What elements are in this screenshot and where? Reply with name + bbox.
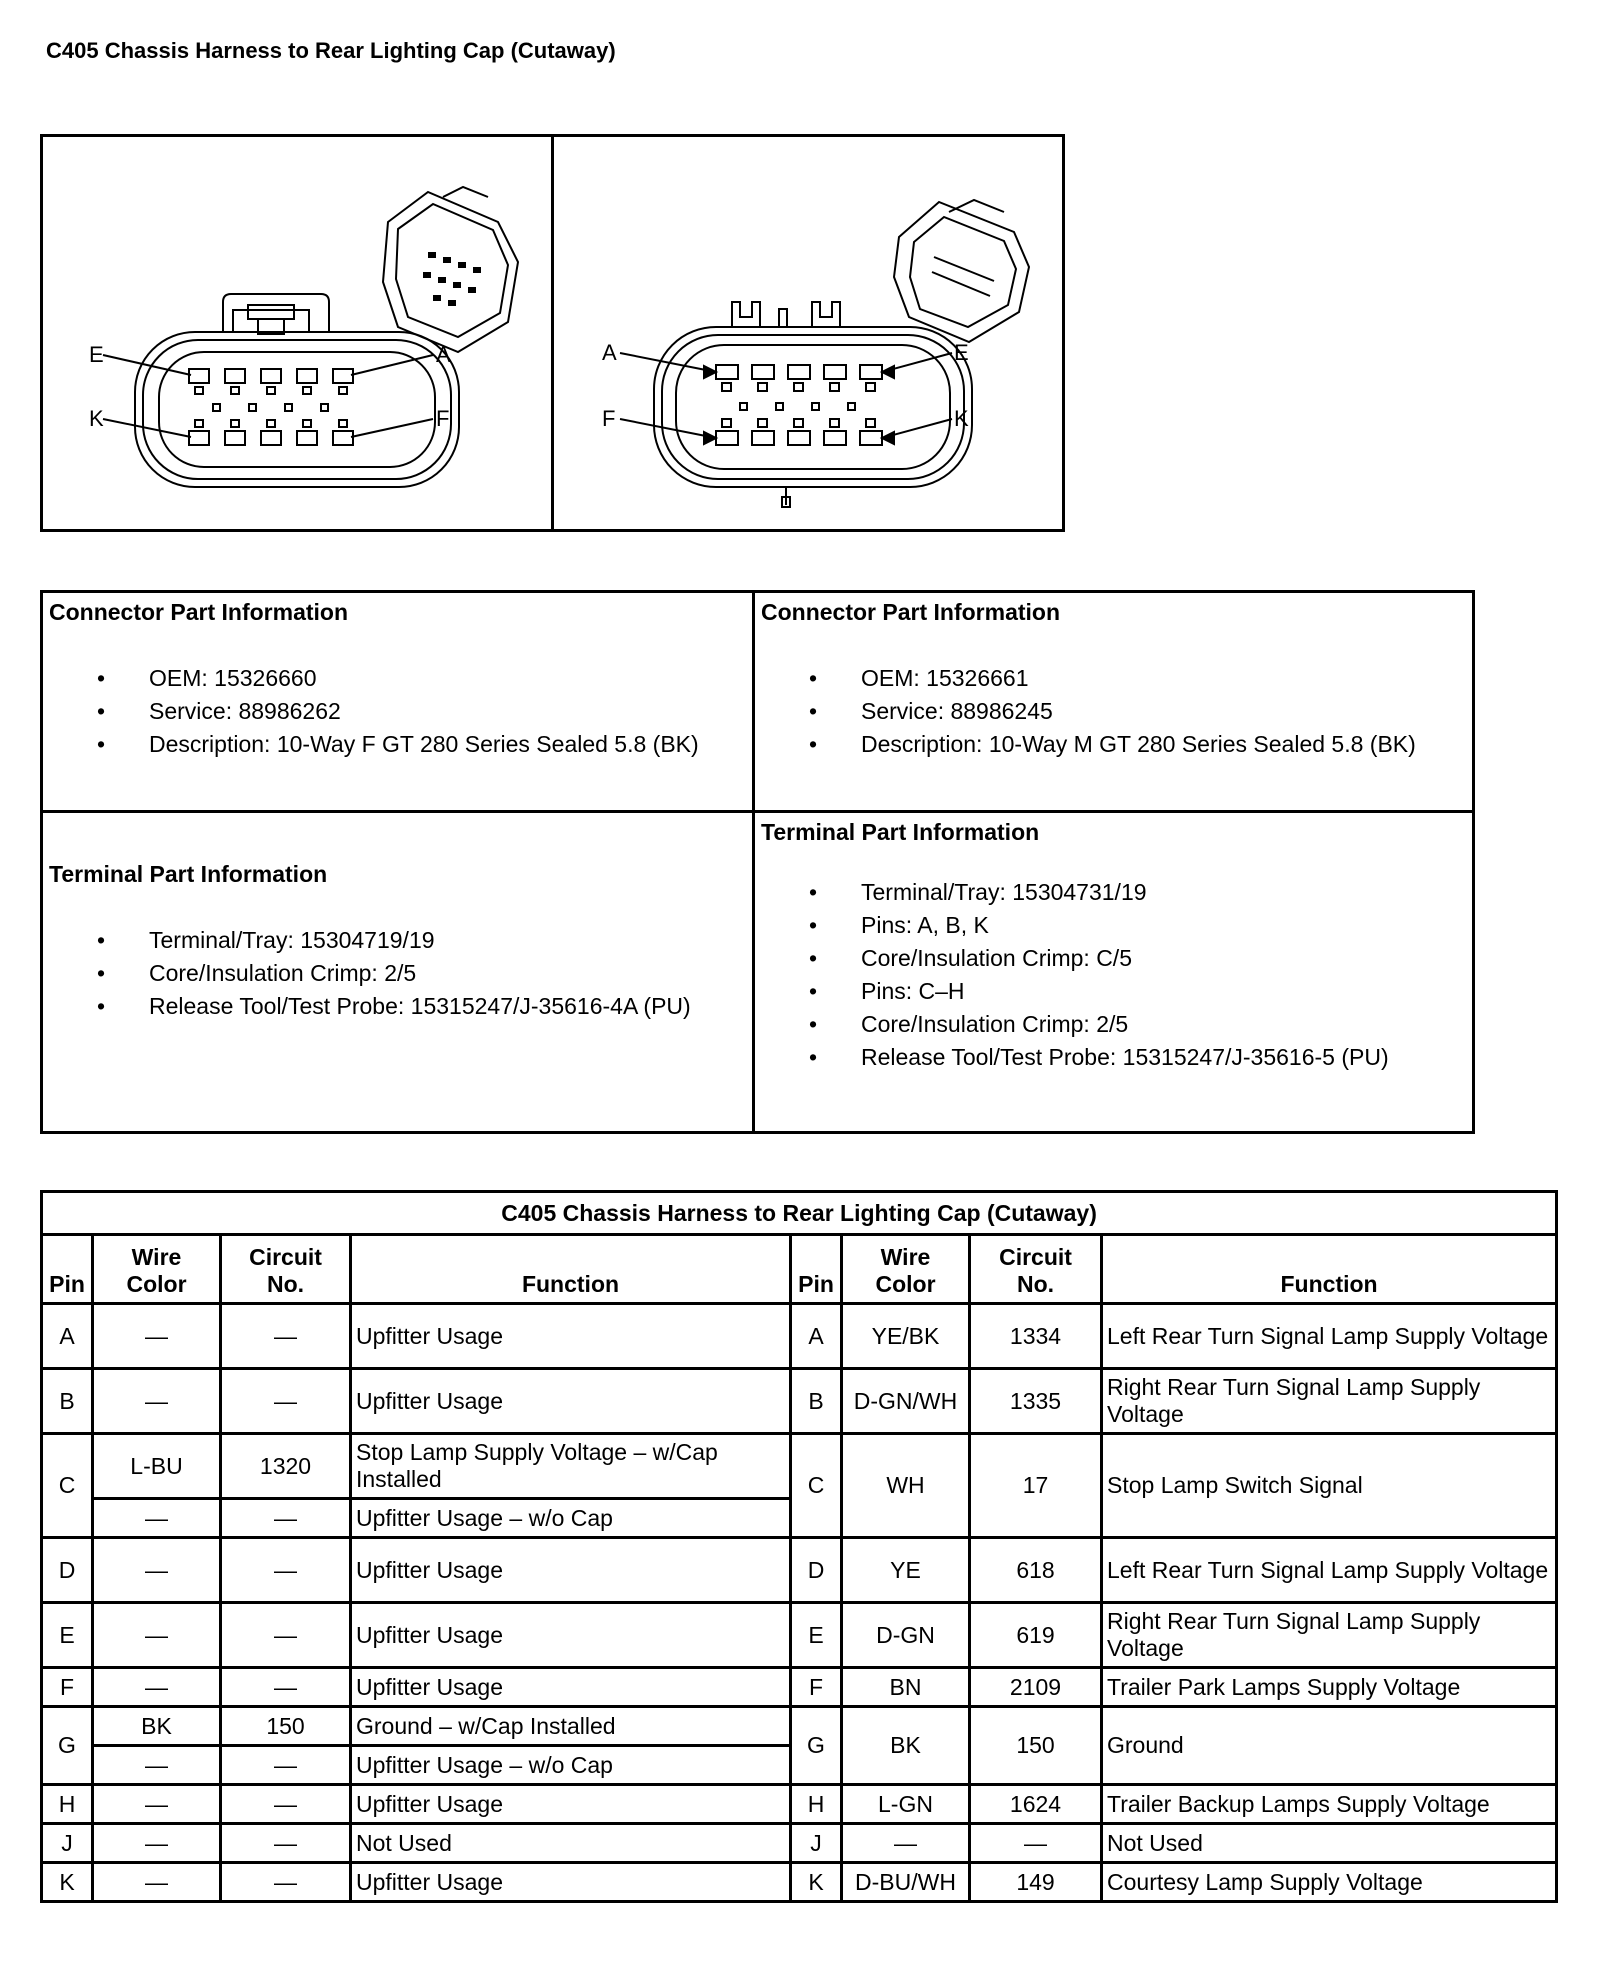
function-cell: Upfitter Usage — [351, 1538, 791, 1603]
wire-color-cell: D-GN — [842, 1603, 970, 1668]
pin-cell: F — [791, 1668, 842, 1707]
wire-color-cell: BK — [842, 1707, 970, 1785]
function-cell: Upfitter Usage – w/o Cap — [351, 1499, 791, 1538]
wire-color-cell: — — [93, 1499, 221, 1538]
pin-cell: C — [42, 1434, 93, 1538]
function-cell: Trailer Backup Lamps Supply Voltage — [1102, 1785, 1557, 1824]
circuit-cell: — — [221, 1824, 351, 1863]
column-header-wire-color: Wire Color — [842, 1235, 970, 1304]
circuit-cell: — — [970, 1824, 1102, 1863]
male-label-f: F — [602, 406, 616, 431]
wire-color-cell: D-GN/WH — [842, 1369, 970, 1434]
list-item: • Core/Insulation Crimp: 2/5 — [149, 957, 746, 990]
terminal-info-list — [761, 876, 1466, 1074]
circuit-cell: 150 — [221, 1707, 351, 1746]
column-header-function: Function — [351, 1235, 791, 1304]
male-label-k: K — [954, 406, 969, 431]
pin-cell: J — [42, 1824, 93, 1863]
wire-color-cell: YE — [842, 1538, 970, 1603]
male-connector-3d-icon — [894, 200, 1029, 342]
table-row — [42, 1707, 1557, 1746]
list-item: • Service: 88986245 — [861, 695, 1466, 728]
pin-cell: E — [791, 1603, 842, 1668]
function-cell: Right Rear Turn Signal Lamp Supply Voltage — [1102, 1603, 1557, 1668]
circuit-cell: 1334 — [970, 1304, 1102, 1369]
list-item: • Core/Insulation Crimp: 2/5 — [861, 1008, 1466, 1041]
male-label-e: E — [954, 340, 969, 365]
wire-color-cell: — — [93, 1863, 221, 1902]
wire-color-cell: L-GN — [842, 1785, 970, 1824]
function-cell: Upfitter Usage — [351, 1369, 791, 1434]
male-connector-face-icon — [554, 137, 1064, 529]
wire-color-cell: YE/BK — [842, 1304, 970, 1369]
function-cell: Trailer Park Lamps Supply Voltage — [1102, 1668, 1557, 1707]
pin-cell: D — [42, 1538, 93, 1603]
terminal-info-heading: Terminal Part Information — [49, 861, 328, 887]
connector-info-heading: Connector Part Information — [49, 599, 349, 625]
list-item: • Release Tool/Test Probe: 15315247/J-35616-4A (PU) — [149, 990, 746, 1023]
table-row — [42, 1668, 1557, 1707]
wire-color-cell: — — [93, 1369, 221, 1434]
wire-color-cell: — — [93, 1603, 221, 1668]
terminal-info-list — [49, 924, 746, 1023]
circuit-cell: 17 — [970, 1434, 1102, 1538]
female-connector-panel — [43, 137, 551, 529]
pin-cell: J — [791, 1824, 842, 1863]
function-cell: Right Rear Turn Signal Lamp Supply Voltage — [1102, 1369, 1557, 1434]
wire-color-cell: — — [93, 1746, 221, 1785]
column-header-function: Function — [1102, 1235, 1557, 1304]
list-item: • Pins: C–H — [861, 975, 1466, 1008]
page-title: C405 Chassis Harness to Rear Lighting Cap (Cutaway) — [46, 38, 616, 63]
circuit-cell: — — [221, 1499, 351, 1538]
function-cell: Upfitter Usage — [351, 1304, 791, 1369]
pin-cell: G — [42, 1707, 93, 1785]
table-row — [42, 1863, 1557, 1902]
pin-cell: B — [791, 1369, 842, 1434]
list-item: • Pins: A, B, K — [861, 909, 1466, 942]
circuit-cell: — — [221, 1369, 351, 1434]
connector-diagram — [40, 134, 1065, 532]
function-cell: Upfitter Usage — [351, 1668, 791, 1707]
circuit-cell: 619 — [970, 1603, 1102, 1668]
table-row — [42, 1603, 1557, 1668]
function-cell: Not Used — [351, 1824, 791, 1863]
function-cell: Ground – w/Cap Installed — [351, 1707, 791, 1746]
list-item: • OEM: 15326660 — [149, 662, 746, 695]
table-row — [42, 1304, 1557, 1369]
pin-cell: K — [42, 1863, 93, 1902]
circuit-cell: 1624 — [970, 1785, 1102, 1824]
column-header-circuit: Circuit No. — [970, 1235, 1102, 1304]
wire-color-cell: L-BU — [93, 1434, 221, 1499]
circuit-cell: — — [221, 1304, 351, 1369]
column-header-pin: Pin — [791, 1235, 842, 1304]
circuit-cell: 149 — [970, 1863, 1102, 1902]
circuit-cell: 150 — [970, 1707, 1102, 1785]
pin-cell: G — [791, 1707, 842, 1785]
list-item: • Release Tool/Test Probe: 15315247/J-35616-5 (PU) — [861, 1041, 1466, 1074]
function-cell: Upfitter Usage – w/o Cap — [351, 1746, 791, 1785]
function-cell: Ground — [1102, 1707, 1557, 1785]
list-item: • Description: 10-Way F GT 280 Series Sealed 5.8 (BK) — [149, 728, 746, 761]
wire-color-cell: BN — [842, 1668, 970, 1707]
terminal-info-heading: Terminal Part Information — [761, 819, 1040, 845]
table-row — [42, 1369, 1557, 1434]
table-row — [42, 1434, 1557, 1499]
column-header-pin: Pin — [42, 1235, 93, 1304]
wire-color-cell: — — [842, 1824, 970, 1863]
wire-color-cell: — — [93, 1304, 221, 1369]
wire-color-cell: WH — [842, 1434, 970, 1538]
table-row — [42, 1538, 1557, 1603]
wire-color-cell: — — [93, 1824, 221, 1863]
connector-info-left — [42, 592, 754, 812]
wire-color-cell: D-BU/WH — [842, 1863, 970, 1902]
wire-color-cell: BK — [93, 1707, 221, 1746]
list-item: • Terminal/Tray: 15304731/19 — [861, 876, 1466, 909]
terminal-info-left — [42, 812, 754, 1133]
list-item: • Service: 88986262 — [149, 695, 746, 728]
wire-color-cell: — — [93, 1538, 221, 1603]
pin-cell: D — [791, 1538, 842, 1603]
circuit-cell: — — [221, 1603, 351, 1668]
pin-cell: H — [42, 1785, 93, 1824]
male-connector-panel — [551, 137, 1062, 529]
list-item: • Terminal/Tray: 15304719/19 — [149, 924, 746, 957]
pin-cell: A — [42, 1304, 93, 1369]
circuit-cell: 618 — [970, 1538, 1102, 1603]
circuit-cell: — — [221, 1746, 351, 1785]
list-item: • Core/Insulation Crimp: C/5 — [861, 942, 1466, 975]
female-label-f: F — [436, 406, 450, 431]
connector-info-list — [761, 662, 1466, 761]
function-cell: Upfitter Usage — [351, 1603, 791, 1668]
function-cell: Upfitter Usage — [351, 1863, 791, 1902]
list-item: • OEM: 15326661 — [861, 662, 1466, 695]
female-label-e: E — [89, 342, 104, 367]
pin-cell: K — [791, 1863, 842, 1902]
circuit-cell: 2109 — [970, 1668, 1102, 1707]
column-header-wire-color: Wire Color — [93, 1235, 221, 1304]
pinout-table — [40, 1190, 1558, 1903]
circuit-cell: — — [221, 1668, 351, 1707]
pin-cell: F — [42, 1668, 93, 1707]
part-information-table — [40, 590, 1475, 1134]
pin-cell: B — [42, 1369, 93, 1434]
function-cell: Stop Lamp Switch Signal — [1102, 1434, 1557, 1538]
pin-cell: A — [791, 1304, 842, 1369]
circuit-cell: 1320 — [221, 1434, 351, 1499]
table-row — [42, 1824, 1557, 1863]
function-cell: Not Used — [1102, 1824, 1557, 1863]
connector-info-list — [49, 662, 746, 761]
wire-color-cell: — — [93, 1668, 221, 1707]
wire-color-cell: — — [93, 1785, 221, 1824]
circuit-cell: 1335 — [970, 1369, 1102, 1434]
connector-info-heading: Connector Part Information — [761, 599, 1061, 625]
pinout-table-caption: C405 Chassis Harness to Rear Lighting Cap (Cutaway) — [42, 1192, 1557, 1235]
function-cell: Upfitter Usage — [351, 1785, 791, 1824]
pin-cell: C — [791, 1434, 842, 1538]
function-cell: Left Rear Turn Signal Lamp Supply Voltage — [1102, 1538, 1557, 1603]
female-connector-face-icon — [43, 137, 553, 529]
female-connector-3d-icon — [383, 187, 518, 352]
female-label-k: K — [89, 406, 104, 431]
function-cell: Courtesy Lamp Supply Voltage — [1102, 1863, 1557, 1902]
circuit-cell: — — [221, 1785, 351, 1824]
column-header-circuit: Circuit No. — [221, 1235, 351, 1304]
pin-cell: E — [42, 1603, 93, 1668]
male-label-a: A — [602, 340, 617, 365]
female-label-a: A — [436, 342, 451, 367]
circuit-cell: — — [221, 1863, 351, 1902]
terminal-info-right — [754, 812, 1474, 1133]
table-row — [42, 1785, 1557, 1824]
circuit-cell: — — [221, 1538, 351, 1603]
function-cell: Stop Lamp Supply Voltage – w/Cap Installed — [351, 1434, 791, 1499]
connector-info-right — [754, 592, 1474, 812]
function-cell: Left Rear Turn Signal Lamp Supply Voltage — [1102, 1304, 1557, 1369]
pin-cell: H — [791, 1785, 842, 1824]
list-item: • Description: 10-Way M GT 280 Series Sealed 5.8 (BK) — [861, 728, 1466, 761]
